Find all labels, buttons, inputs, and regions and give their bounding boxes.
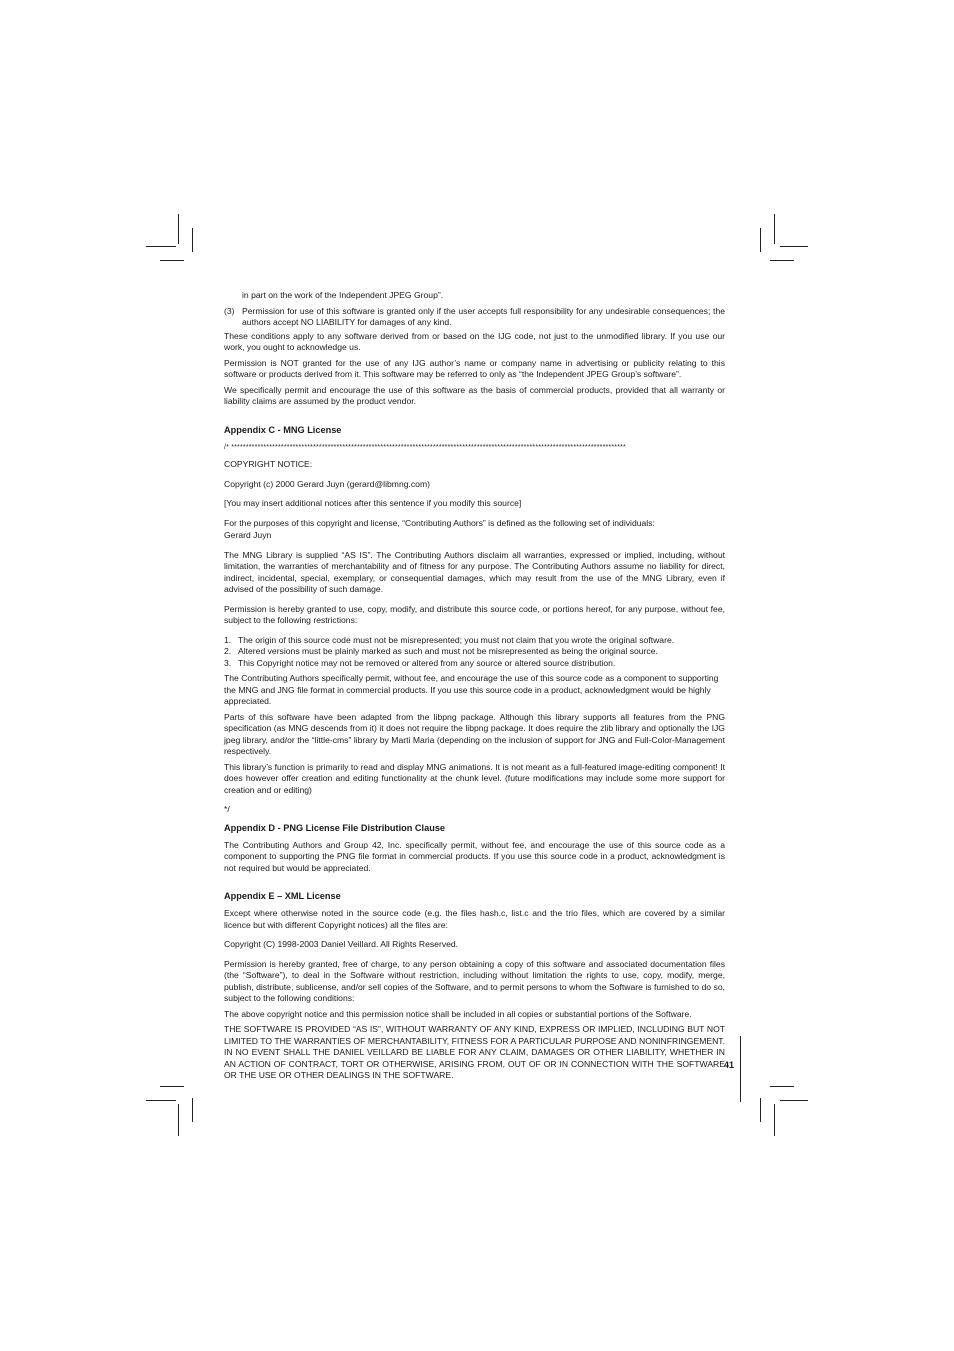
- page-rule: [740, 1036, 741, 1102]
- page-number: 41: [723, 1060, 734, 1070]
- appendix-e-title: Appendix E – XML License: [224, 891, 341, 901]
- paragraph: Permission is hereby granted, free of charge, to any person obtaining a copy of this software and associated documentation files (the “Software”), to deal in the Software without restriction, including without limitation the rights to use, copy, modify, merge, publish, distribute, sublicense, and/or sell copies of the Software, and to permit persons to whom the Software is furnished to do so, subject to the following conditions:: [224, 958, 725, 1003]
- copyright-line: Copyright (c) 2000 Gerard Juyn (gerard@libmng.com): [224, 478, 430, 489]
- crop-mark: [774, 214, 775, 244]
- paragraph: Permission is NOT granted for the use of any IJG author’s name or company name in advertising or publicity relating to this software or products derived from it. This software may be referred to only as “the Independent JPEG Group’s software”.: [224, 357, 725, 379]
- crop-mark: [760, 1098, 761, 1122]
- appendix-d-title: Appendix D - PNG License File Distribution Clause: [224, 822, 446, 833]
- crop-mark: [192, 1098, 193, 1122]
- crop-mark: [780, 1100, 808, 1101]
- crop-mark: [770, 260, 794, 261]
- restrictions-list: [224, 635, 725, 670]
- crop-mark: [192, 228, 193, 252]
- list-item: [224, 658, 725, 670]
- paragraph: We specifically permit and encourage the use of this software as the basis of commercial products, provided that all warranty or liability claims are assumed by the product vendor.: [224, 384, 725, 406]
- paragraph: THE SOFTWARE IS PROVIDED “AS IS”, WITHOUT WARRANTY OF ANY KIND, EXPRESS OR IMPLIED, INCLUDING BUT NOT LIMITED TO THE WARRANTIES OF MERCHANTABILITY, FITNESS FOR A PARTICULAR PURPOSE AND NONINFRINGEMENT. IN NO EVENT SHALL THE DANIEL VEILLARD BE LIABLE FOR ANY CLAIM, DAMAGES OR OTHER LIABILITY, WHETHER IN AN ACTION OF CONTRACT, TORT OR OTHERWISE, ARISING FROM, OUT OF OR IN CONNECTION WITH THE SOFTWARE OR THE USE OR OTHER DEALINGS IN THE SOFTWARE.: [224, 1024, 725, 1080]
- crop-mark: [760, 228, 761, 252]
- page-content: [224, 290, 725, 1086]
- crop-mark: [178, 1104, 179, 1136]
- list-item-number: 3.: [224, 657, 232, 668]
- paragraph: The MNG Library is supplied “AS IS”. The Contributing Authors disclaim all warranties, expressed or implied, including, without limitation, the warranties of merchantability and of fitness for any purpose. The Contributing Authors assume no liability for direct, indirect, incidental, special, exemplary, or consequential damages, which may result from the use of the MNG Library, even if advised of the possibility of such damage.: [224, 549, 725, 594]
- paragraph: The Contributing Authors and Group 42, Inc. specifically permit, without fee, and encourage the use of this source code as a component to supporting the PNG file format in commercial products. If you use this source code in a product, acknowledgment is not required but would be appreciated.: [224, 839, 725, 873]
- paragraph: Except where otherwise noted in the source code (e.g. the files hash.c, list.c and the trio files, which are covered by a similar licence but with different Copyright notices) all the files are:: [224, 908, 725, 930]
- comment-open: /* ***************************************************************************************************************************************: [224, 443, 626, 451]
- paragraph: These conditions apply to any software derived from or based on the IJG code, not just to the unmodified library. If you use our work, you ought to acknowledge us.: [224, 330, 725, 352]
- paragraph: The Contributing Authors specifically permit, without fee, and encourage the use of this source code as a component to supporting the MNG and JNG file format in commercial products. If you use this source code in a product, acknowledgment would be highly appreciated.: [224, 673, 719, 706]
- list-item-number: 2.: [224, 646, 232, 656]
- list-item-text: Permission for use of this software is granted only if the user accepts full responsibility for any undesirable consequences; the authors accept NO LIABILITY for damages of any kind.: [242, 305, 725, 327]
- crop-mark: [160, 260, 184, 261]
- list-item: [224, 646, 725, 658]
- list-item-number: 1.: [224, 634, 232, 645]
- paragraph: The above copyright notice and this permission notice shall be included in all copies or substantial portions of the Software.: [224, 1008, 692, 1019]
- list-item: [224, 635, 725, 647]
- author-name: Gerard Juyn: [224, 530, 272, 540]
- copyright-line: Copyright (C) 1998-2003 Daniel Veillard. All Rights Reserved.: [224, 939, 459, 949]
- comment-close: */: [224, 804, 230, 814]
- crop-mark: [146, 246, 176, 247]
- paragraph: This library’s function is primarily to read and display MNG animations. It is not meant as a full-featured image-editing component! It does however offer creation and editing functionality at the chunk level. (future modifications may include some more support for creation and or editing): [224, 761, 725, 795]
- crop-mark: [770, 1086, 794, 1087]
- crop-mark: [160, 1086, 184, 1087]
- appendix-c-title: Appendix C - MNG License: [224, 424, 342, 435]
- paragraph: in part on the work of the Independent JPEG Group”.: [242, 290, 444, 300]
- list-item-number: (3): [224, 305, 235, 316]
- paragraph: Permission is hereby granted to use, copy, modify, and distribute this source code, or portions hereof, for any purpose, without fee, subject to the following restrictions:: [224, 603, 725, 625]
- paragraph: [You may insert additional notices after this sentence if you modify this source]: [224, 498, 522, 508]
- crop-mark: [774, 1104, 775, 1136]
- crop-mark: [178, 214, 179, 244]
- paragraph: Parts of this software have been adapted from the libpng package. Although this library supports all features from the PNG specification (as MNG descends from it) it does not require the libpng package. It does require the zlib library and optionally the IJG jpeg library, and/or the “little-cms” library by Marti Maria (depending on the inclusion of support for JNG and Full-Color-Management respectively.: [224, 711, 725, 756]
- list-item-text: Altered versions must be plainly marked as such and must not be misrepresented as being the original source.: [238, 646, 658, 656]
- crop-mark: [780, 246, 808, 247]
- copyright-notice-label: COPYRIGHT NOTICE:: [224, 459, 313, 469]
- list-item: [224, 306, 725, 329]
- crop-mark: [146, 1100, 176, 1101]
- list-item-text: This Copyright notice may not be removed or altered from any source or altered source distribution.: [238, 657, 616, 668]
- paragraph: For the purposes of this copyright and license, “Contributing Authors” is defined as the following set of individuals:: [224, 517, 655, 528]
- list-item-text: The origin of this source code must not be misrepresented; you must not claim that you wrote the original software.: [238, 634, 675, 645]
